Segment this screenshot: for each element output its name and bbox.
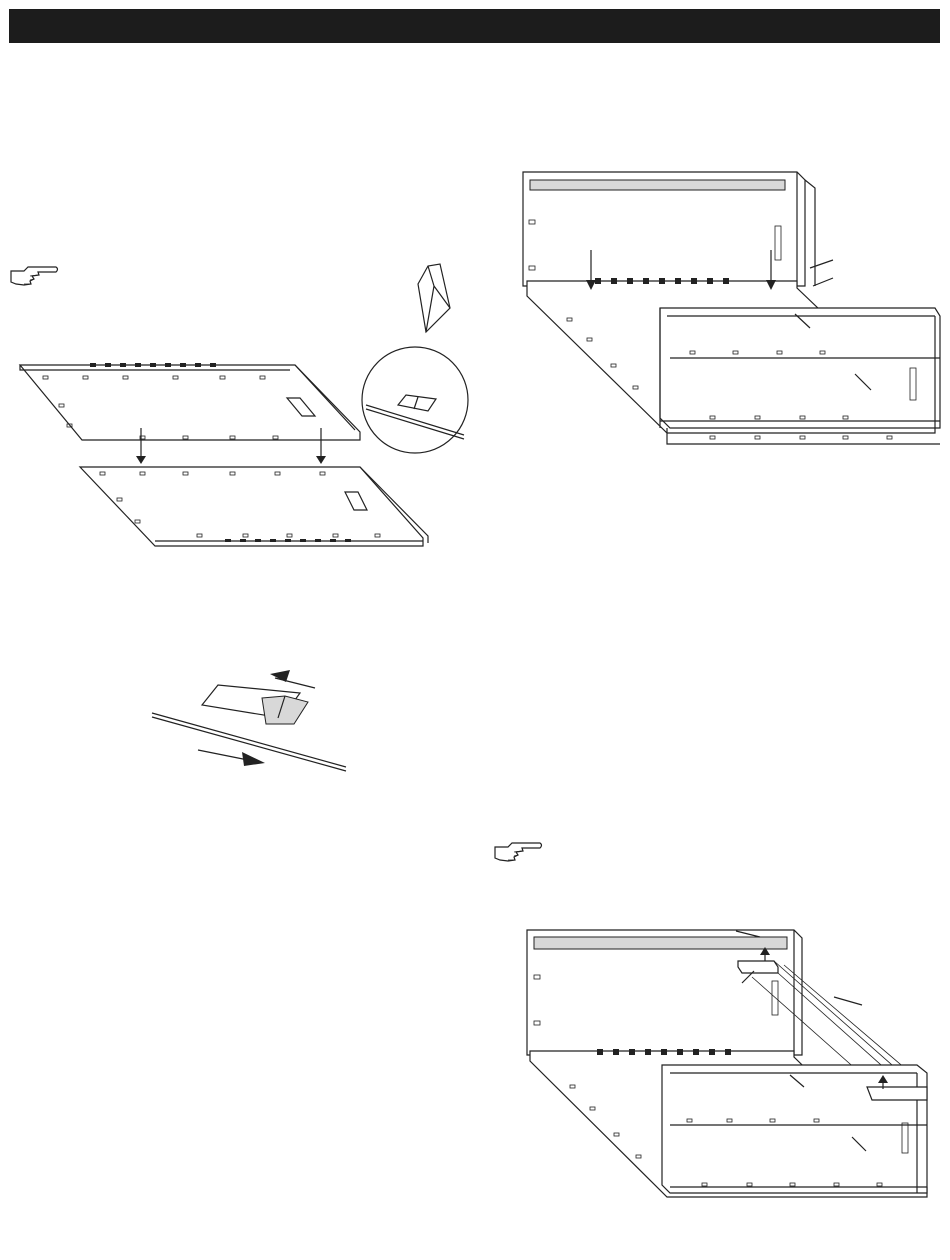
assembled-tray-illustration — [515, 168, 945, 458]
panels-joining-illustration — [15, 360, 435, 555]
clip-part-illustration — [410, 262, 462, 336]
tray-with-support-rails-illustration — [522, 925, 942, 1200]
pointing-hand-icon — [492, 838, 544, 866]
pointing-hand-icon — [8, 262, 60, 290]
header-bar — [9, 9, 940, 43]
clip-sliding-detail — [150, 660, 350, 775]
